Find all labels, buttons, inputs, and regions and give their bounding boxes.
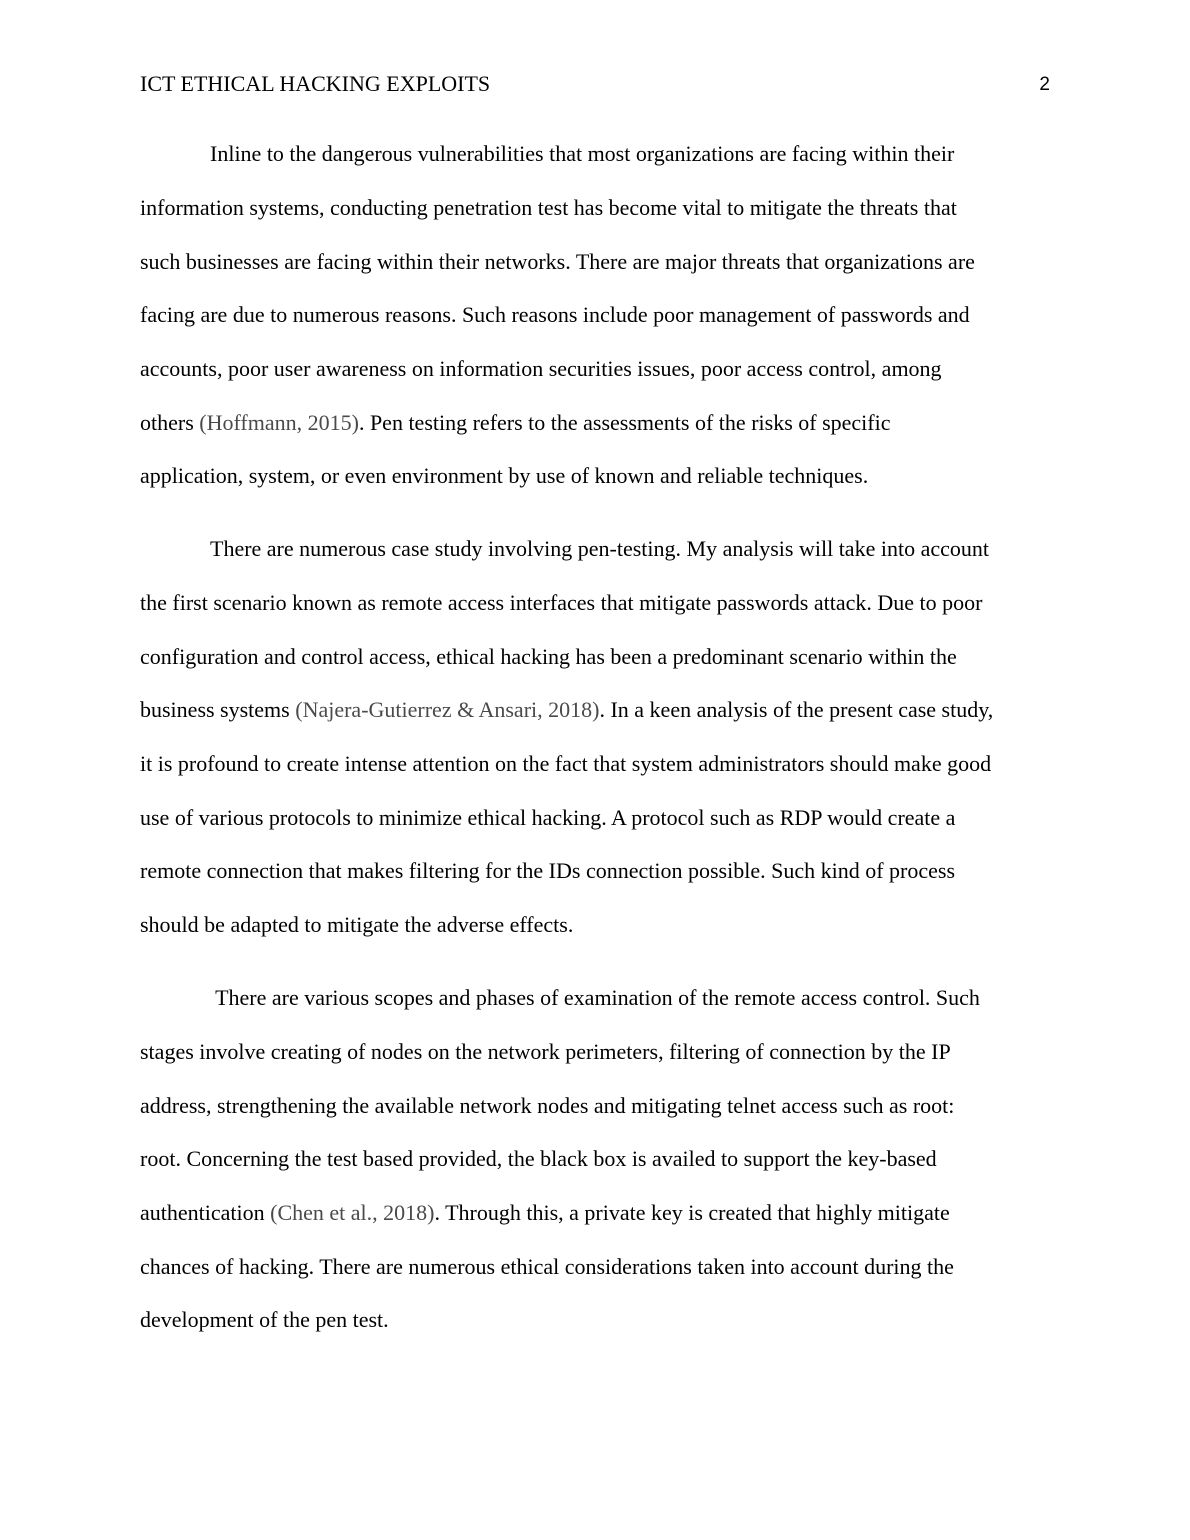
text-span: There are numerous case study involving pen-testing. My analysis will take into account bbox=[210, 536, 989, 561]
text-span: should be adapted to mitigate the adverse effects. bbox=[140, 912, 574, 937]
text-line bbox=[140, 300, 970, 330]
text-span: business systems bbox=[140, 697, 296, 722]
text-line bbox=[140, 910, 573, 940]
text-line bbox=[140, 856, 955, 886]
text-span: authentication bbox=[140, 1200, 271, 1225]
running-head: ICT ETHICAL HACKING EXPLOITS bbox=[140, 71, 491, 96]
text-line bbox=[140, 1198, 950, 1228]
text-span: Inline to the dangerous vulnerabilities that most organizations are facing within their bbox=[210, 141, 955, 166]
text-span: remote connection that makes filtering for the IDs connection possible. Such kind of process bbox=[140, 858, 956, 883]
text-line bbox=[140, 1252, 954, 1282]
text-span: . In a keen analysis of the present case study, bbox=[599, 697, 994, 722]
text-line bbox=[140, 1144, 937, 1174]
citation: (Chen et al., 2018) bbox=[270, 1200, 435, 1225]
text-span: address, strengthening the available network nodes and mitigating telnet access such as root: bbox=[140, 1093, 955, 1118]
text-line bbox=[210, 139, 954, 169]
text-line bbox=[210, 983, 980, 1013]
text-line bbox=[140, 588, 982, 618]
text-span: . Through this, a private key is created that highly mitigate bbox=[434, 1200, 950, 1225]
text-span: use of various protocols to minimize ethical hacking. A protocol such as RDP would create a bbox=[140, 805, 956, 830]
text-span: such businesses are facing within their networks. There are major threats that organizations are bbox=[140, 249, 975, 274]
text-span: the first scenario known as remote access interfaces that mitigate passwords attack. Due to poor bbox=[140, 590, 983, 615]
text-span: root. Concerning the test based provided, the black box is availed to support the key-based bbox=[140, 1146, 937, 1171]
citation: (Najera-Gutierrez & Ansari, 2018) bbox=[295, 697, 600, 722]
text-line bbox=[140, 408, 890, 438]
text-span: information systems, conducting penetration test has become vital to mitigate the threats that bbox=[140, 195, 957, 220]
text-line bbox=[140, 247, 975, 277]
text-line bbox=[140, 695, 993, 725]
citation: (Hoffmann, 2015) bbox=[199, 410, 359, 435]
text-span: configuration and control access, ethical hacking has been a predominant scenario within the bbox=[140, 644, 957, 669]
text-span: stages involve creating of nodes on the network perimeters, filtering of connection by the IP bbox=[140, 1039, 951, 1064]
text-span: it is profound to create intense attention on the fact that system administrators should make good bbox=[140, 751, 992, 776]
text-span: facing are due to numerous reasons. Such reasons include poor management of passwords and bbox=[140, 302, 970, 327]
text-span: accounts, poor user awareness on information securities issues, poor access control, among bbox=[140, 356, 942, 381]
text-span: chances of hacking. There are numerous ethical considerations taken into account during the bbox=[140, 1254, 954, 1279]
text-line bbox=[140, 461, 868, 491]
text-span: . Pen testing refers to the assessments of the risks of specific bbox=[358, 410, 891, 435]
text-span: application, system, or even environment by use of known and reliable techniques. bbox=[140, 463, 869, 488]
text-line bbox=[140, 642, 957, 672]
text-line bbox=[140, 1037, 951, 1067]
text-line bbox=[140, 749, 991, 779]
page-number: 2 bbox=[1039, 74, 1050, 95]
text-line bbox=[140, 193, 957, 223]
text-line bbox=[140, 354, 942, 384]
text-span: There are various scopes and phases of examination of the remote access control. Such bbox=[210, 985, 980, 1010]
text-span: development of the pen test. bbox=[140, 1307, 389, 1332]
text-span: others bbox=[140, 410, 200, 435]
text-line bbox=[140, 1305, 389, 1335]
text-line bbox=[140, 1091, 954, 1121]
text-line bbox=[140, 803, 955, 833]
text-line bbox=[210, 534, 989, 564]
